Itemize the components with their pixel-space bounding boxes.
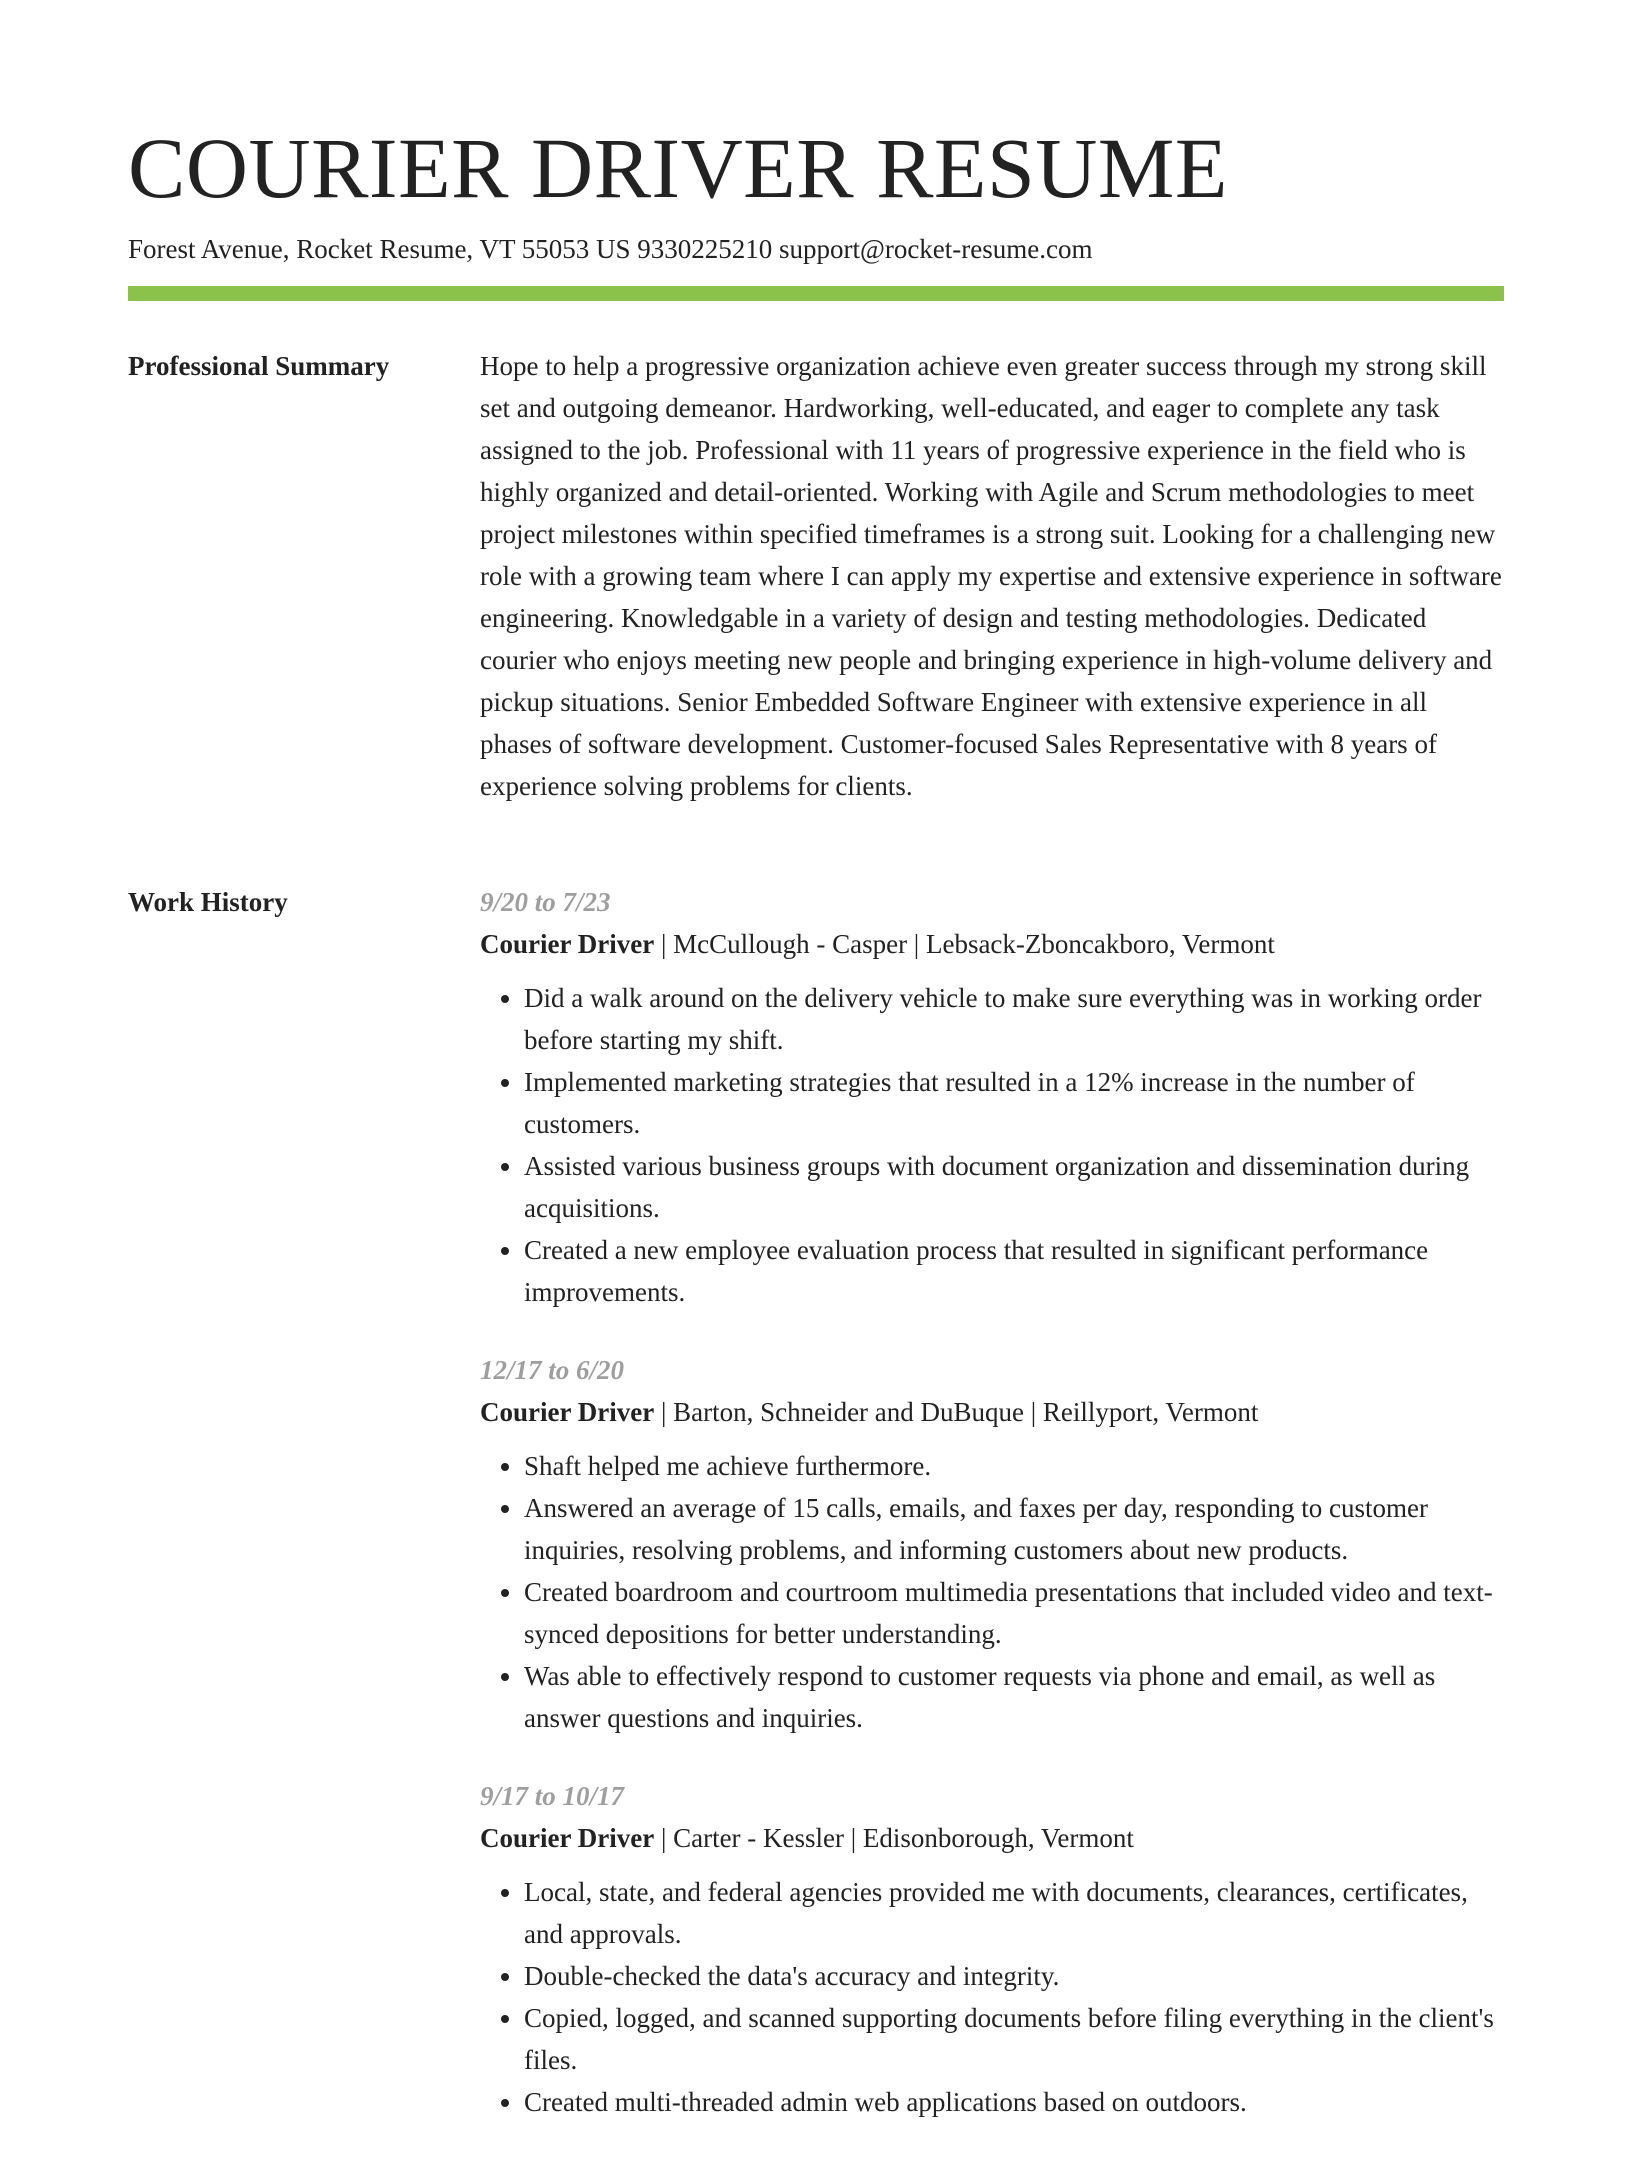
resume-title: COURIER DRIVER RESUME [128, 120, 1228, 216]
job-details: | McCullough - Casper | Lebsack-Zboncakboro, Vermont [654, 929, 1275, 959]
job-bullet-list [480, 1871, 1504, 2123]
accent-divider [128, 286, 1504, 301]
job-entry [480, 1775, 1504, 2123]
job-heading [480, 923, 1504, 965]
job-details: | Carter - Kessler | Edisonborough, Vermont [654, 1823, 1134, 1853]
job-bullet: • Copied, logged, and scanned supporting documents before filing everything in the client's files. [524, 1997, 1504, 2081]
job-bullet: • Created multi-threaded admin web applications based on outdoors. [524, 2081, 1504, 2123]
section-label-summary: Professional Summary [128, 351, 390, 381]
job-title: Courier Driver [480, 929, 655, 959]
job-bullet-list [480, 977, 1504, 1313]
job-entry [480, 1349, 1504, 1739]
section-label-work-history: Work History [128, 887, 288, 917]
job-dates: 12/17 to 6/20 [480, 1355, 625, 1385]
job-bullet: • Was able to effectively respond to customer requests via phone and email, as well as answer questions and inquiries. [524, 1655, 1504, 1739]
job-bullet: • Local, state, and federal agencies provided me with documents, clearances, certificates, and approvals. [524, 1871, 1504, 1955]
job-heading [480, 1817, 1504, 1859]
summary-body [480, 345, 1504, 807]
job-bullet: • Answered an average of 15 calls, emails, and faxes per day, responding to customer inquiries, resolving problems, and informing customers about new products. [524, 1487, 1504, 1571]
contact-line: Forest Avenue, Rocket Resume, VT 55053 US 9330225210 support@rocket-resume.com [128, 234, 1093, 264]
job-bullet: • Double-checked the data's accuracy and integrity. [524, 1955, 1504, 1997]
job-bullet: • Assisted various business groups with document organization and dissemination during acquisitions. [524, 1145, 1504, 1229]
job-title: Courier Driver [480, 1397, 655, 1427]
job-entry [480, 881, 1504, 1313]
job-dates: 9/17 to 10/17 [480, 1781, 625, 1811]
job-bullet: • Created boardroom and courtroom multimedia presentations that included video and text-synced depositions for better understanding. [524, 1571, 1504, 1655]
job-bullet: • Did a walk around on the delivery vehicle to make sure everything was in working order before starting my shift. [524, 977, 1504, 1061]
job-heading [480, 1391, 1504, 1433]
job-bullet-list [480, 1445, 1504, 1739]
job-title: Courier Driver [480, 1823, 655, 1853]
job-dates: 9/20 to 7/23 [480, 887, 611, 917]
work-history-body [480, 881, 1504, 2159]
summary-text: Hope to help a progressive organization achieve even greater success through my strong skill set and outgoing demeanor. Hardworking, well-educated, and eager to complete any task assigned to the job. Professional with 11 years of progressive experience in the field who is highly organized and detail-oriented. Working with Agile and Scrum methodologies to meet project milestones within specified timeframes is a strong suit. Looking for a challenging new role with a growing team where I can apply my expertise and extensive experience in software engineering. Knowledgable in a variety of design and testing methodologies. Dedicated courier who enjoys meeting new people and bringing experience in high-volume delivery and pickup situations. Senior Embedded Software Engineer with extensive experience in all phases of software development. Customer-focused Sales Representative with 8 years of experience solving problems for clients. [480, 351, 1502, 801]
job-bullet: • Created a new employee evaluation process that resulted in significant performance improvements. [524, 1229, 1504, 1313]
job-details: | Barton, Schneider and DuBuque | Reillyport, Vermont [654, 1397, 1259, 1427]
job-bullet: • Shaft helped me achieve furthermore. [524, 1445, 1504, 1487]
job-bullet: • Implemented marketing strategies that resulted in a 12% increase in the number of customers. [524, 1061, 1504, 1145]
